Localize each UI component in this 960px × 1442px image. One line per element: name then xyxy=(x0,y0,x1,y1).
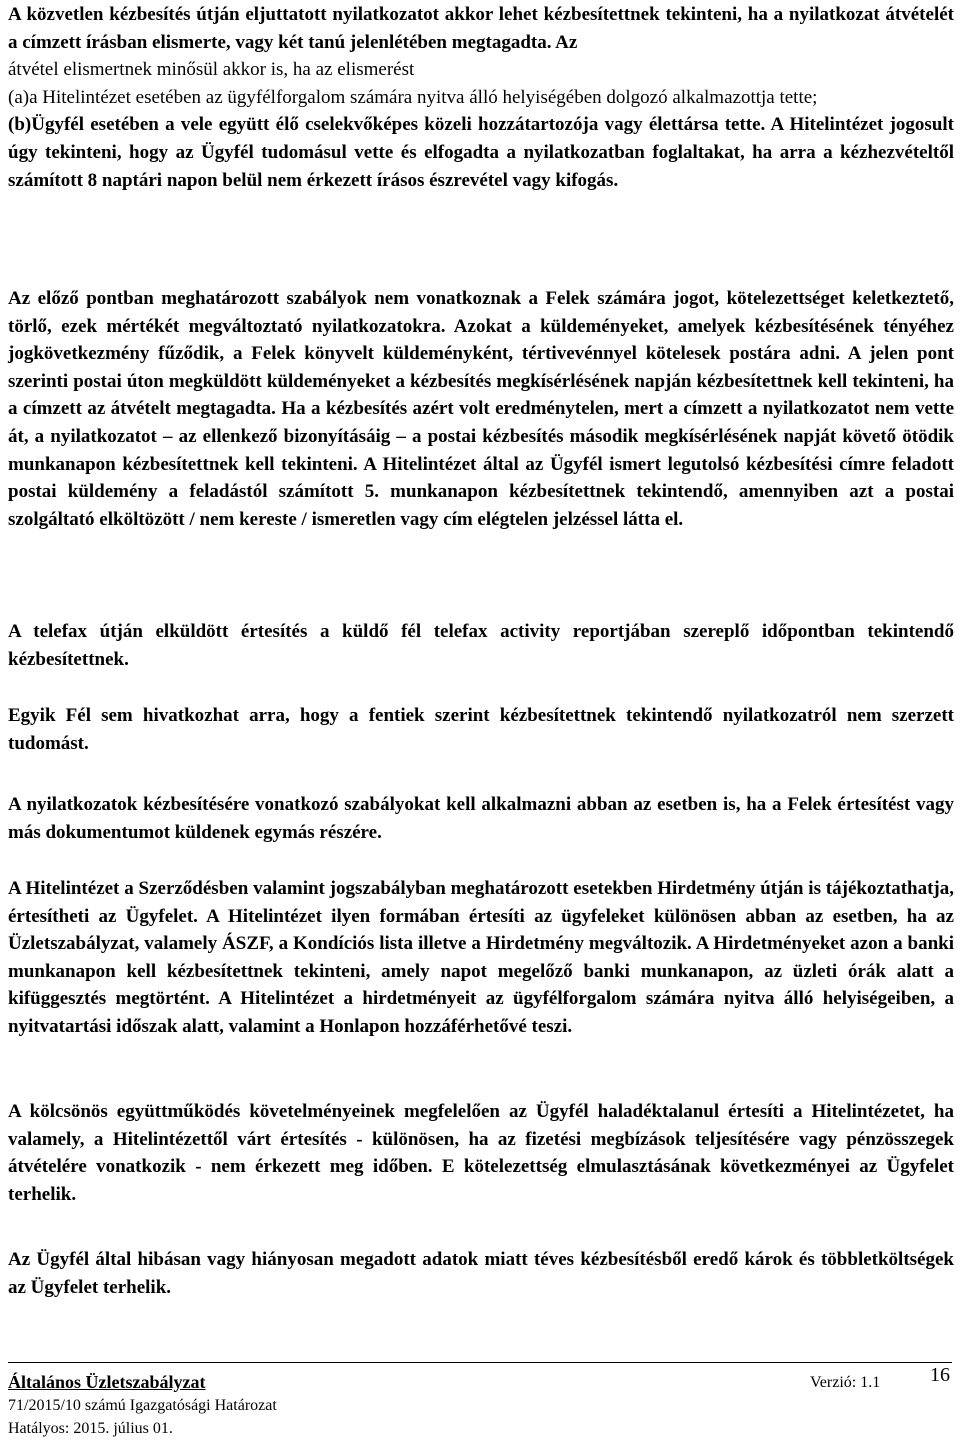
paragraph-documents: A nyilatkozatok kézbesítésére vonatkozó szabályokat kell alkalmazni abban az esetben is, ha a Felek értesítést vagy más dokumentumot küldenek egymás részére. xyxy=(8,794,954,843)
paragraph-announcement: A Hitelintézet a Szerződésben valamint jogszabályban meghatározott esetekben Hirdetmény útján is tájékoztathatja, értesítheti az Ügyfelet. A Hitelintézet ilyen formában értesíti az ügyfeleket különösen abban az esetben, ha az Üzletszabályzat, valamely ÁSZF, a Kondíciós lista illetve a Hirdetmény megváltozik. A Hirdetményeket azon a banki munkanapon kell kézbesítettnek tekinteni, amely napot megelőző banki munkanapon, az üzleti órák alatt a kifüggesztés megtörtént. A Hitelintézet a hirdetményeit az ügyfélforgalom számára nyitva álló helyiségeiben, a nyitvatartási időszak alatt, valamint a Honlapon hozzáférhetővé teszi. xyxy=(8,878,954,1037)
list-item-a: (a)a Hitelintézet esetében az ügyfélforgalom számára nyitva álló helyiségében dolgozó alkalmazottja tette; xyxy=(8,86,818,108)
paragraph-damages: Az Ügyfél által hibásan vagy hiányosan megadott adatok miatt téves kézbesítésből eredő károk és többletköltségek az Ügyfelet terhelik. xyxy=(8,1249,954,1298)
paragraph-no-knowledge: Egyik Fél sem hivatkozhat arra, hogy a fentiek szerint kézbesítettnek tekintendő nyilatkozatról nem szerzett tudomást. xyxy=(8,705,954,754)
paragraph-postal-delivery: Az előző pontban meghatározott szabályok nem vonatkoznak a Felek számára jogot, kötelezettséget keletkeztető, törlő, ezek mértékét megváltoztató nyilatkozatokra. Azokat a küldeményeket, amelyek kézbesítésének tényéhez jogkövetkezmény fűződik, a Felek könyvelt küldeményként, tértivevénnyel kötelesek postára adni. A jelen pont szerinti postai úton megküldött küldeményeket a kézbesítés megkísérlésének napján kézbesítettnek kell tekinteni, ha a címzett az átvételt megtagadta. Ha a kézbesítés azért volt eredménytelen, mert a címzett a nyilatkozatot nem vette át, a nyilatkozatot – az ellenkező bizonyításáig – a postai kézbesítés második megkísérlésének napját követő ötödik munkanapon kézbesítettnek kell tekinteni. A Hitelintézet által az Ügyfél ismert legutolsó kézbesítési címre feladott postai küldemény a feladástól számított 5. munkanapon kézbesítettnek tekintendő, amennyiben azt a postai szolgáltató elköltözött / nem kereste / ismeretlen vagy cím elégtelen jelzéssel látta el. xyxy=(8,288,954,530)
paragraph-text: átvétel elismertnek minősül akkor is, ha az elismerést xyxy=(8,59,415,81)
footer-divider xyxy=(8,1362,952,1363)
footer-title: Általános Üzletszabályzat xyxy=(8,1372,206,1392)
footer-version: Verzió: 1.1 xyxy=(810,1374,881,1391)
paragraph-telefax: A telefax útján elküldött értesítés a küldő fél telefax activity reportjában szereplő időpontban tekintendő kézbesítettnek. xyxy=(8,621,954,670)
footer-decision: 71/2015/10 számú Igazgatósági Határozat xyxy=(8,1397,277,1414)
paragraph-text: A közvetlen kézbesítés útján eljuttatott nyilatkozatot akkor lehet kézbesítettnek tekinteni, ha a nyilatkozat átvételét a címzett írásban elismerte, vagy két tanú jelenlétében megtagadta. Az xyxy=(8,4,954,53)
page-number: 16 xyxy=(930,1364,950,1386)
paragraph-direct-delivery xyxy=(8,1,954,194)
footer-effective-date: Hatályos: 2015. július 01. xyxy=(8,1420,173,1437)
list-item-b: (b)Ügyfél esetében a vele együtt élő cselekvőképes közeli hozzátartozója vagy élettársa tette. A Hitelintézet jogosult úgy tekinteni, hogy az Ügyfél tudomásul vette és elfogadta a nyilatkozatban foglaltakat, ha arra a kézhezvételtől számított 8 naptári napon belül nem érkezett írásos észrevétel vagy kifogás. xyxy=(8,114,954,191)
paragraph-cooperation: A kölcsönös együttműködés követelményeinek megfelelően az Ügyfél haladéktalanul értesíti a Hitelintézetet, ha valamely, a Hitelintézettől várt értesítés - különösen, ha az fizetési megbízások teljesítésére vagy pénzösszegek átvételére vonatkozik - nem érkezett meg időben. E kötelezettség elmulasztásának következményei az Ügyfelet terhelik. xyxy=(8,1101,954,1205)
